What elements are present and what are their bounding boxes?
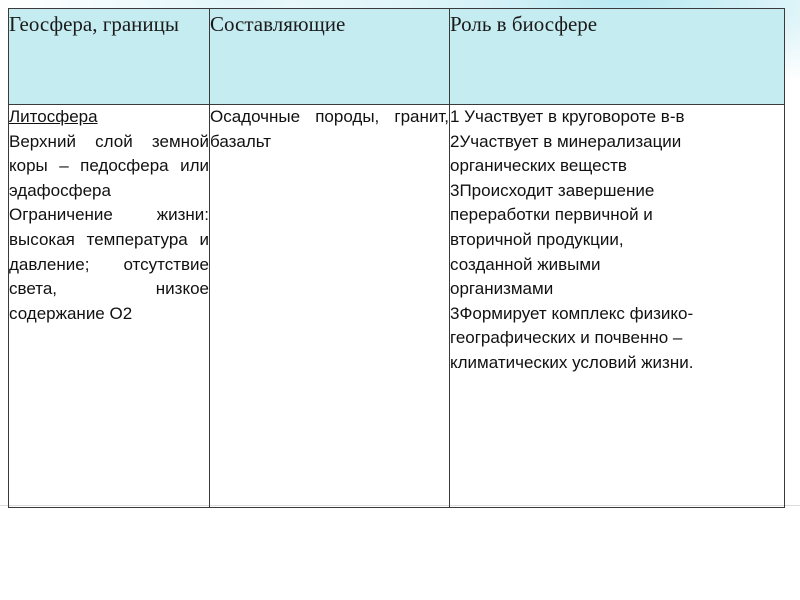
role-line: 2Участвует в минерализации	[450, 131, 682, 151]
cell-geosphere	[9, 105, 210, 508]
role-line: 3Формирует комплекс физико-	[450, 303, 694, 323]
role-line: созданной живыми	[450, 254, 601, 274]
role-line: организмами	[450, 279, 554, 299]
table-row	[9, 105, 785, 508]
header-role: Роль в биосфере	[450, 9, 785, 105]
role-line: климатических условий жизни.	[450, 352, 694, 372]
cell-role	[450, 105, 785, 508]
role-line: переработки первичной и	[450, 205, 653, 225]
role-line: вторичной продукции,	[450, 229, 624, 249]
geosphere-table	[8, 8, 785, 508]
table-header-row	[9, 9, 785, 105]
role-line: 1 Участвует в круговороте в-в	[450, 107, 685, 126]
header-geosphere: Геосфера, границы	[9, 9, 210, 105]
geosphere-description: Верхний слой земной коры – педосфера или эдафосфера Ограничение жизни: высокая температура и давление; отсутствие света, низкое содержание О2	[9, 131, 209, 323]
role-line: органических веществ	[450, 156, 627, 176]
cell-components: Осадочные породы, гранит, базальт	[210, 105, 450, 508]
geosphere-name: Литосфера	[9, 107, 98, 126]
role-line: географических и почвенно –	[450, 328, 683, 348]
role-line: 3Происходит завершение	[450, 180, 655, 200]
header-components: Составляющие	[210, 9, 450, 105]
